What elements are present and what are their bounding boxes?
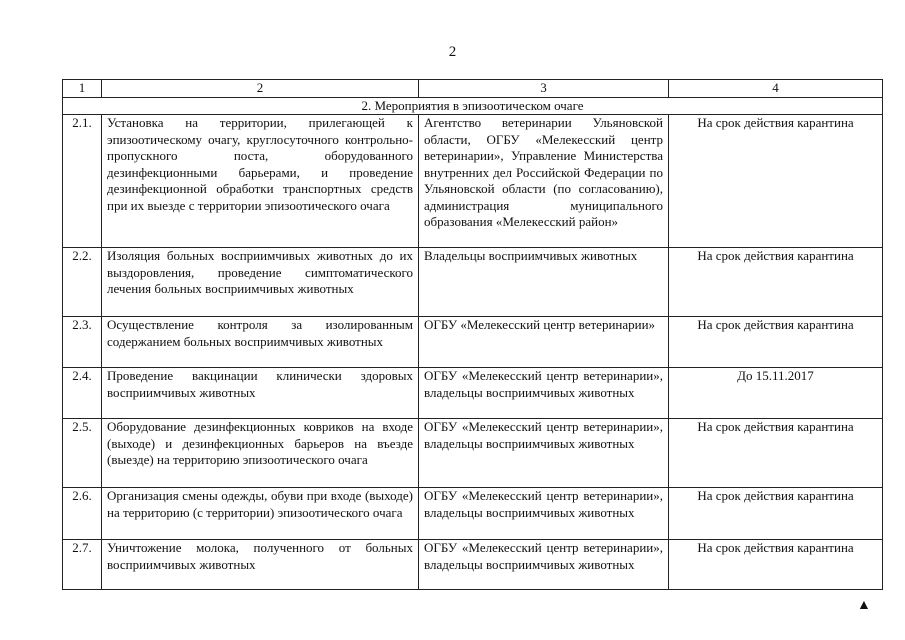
section-title: 2. Мероприятия в эпизоотическом очаге [63,97,883,115]
table-row [63,368,883,419]
term-cell: На срок действия карантина [669,248,883,317]
section-row [63,97,883,115]
table-row [63,488,883,540]
executor-cell: ОГБУ «Мелекесский центр ветеринарии», владельцы восприимчивых животных [419,540,669,590]
measure-cell: Уничтожение молока, полученного от больных восприимчивых животных [102,540,419,590]
scan-mark: ▲ [857,598,871,613]
measures-table [62,79,883,590]
executor-cell: ОГБУ «Мелекесский центр ветеринарии», владельцы восприимчивых животных [419,419,669,488]
executor-cell: ОГБУ «Мелекесский центр ветеринарии», владельцы восприимчивых животных [419,368,669,419]
term-cell: На срок действия карантина [669,317,883,368]
measure-cell: Проведение вакцинации клинически здоровых восприимчивых животных [102,368,419,419]
row-number: 2.3. [63,317,102,368]
term-cell: На срок действия карантина [669,115,883,248]
measure-cell: Осуществление контроля за изолированным содержанием больных восприимчивых животных [102,317,419,368]
measure-cell: Организация смены одежды, обуви при входе (выходе) на территорию (с территории) эпизоотического очага [102,488,419,540]
measure-cell: Изоляция больных восприимчивых животных до их выздоровления, проведение симптоматического лечения больных восприимчивых животных [102,248,419,317]
executor-cell: ОГБУ «Мелекесский центр ветеринарии», владельцы восприимчивых животных [419,488,669,540]
page-number: 2 [448,44,457,60]
table-row [63,317,883,368]
term-cell: На срок действия карантина [669,419,883,488]
header-cell-4: 4 [669,80,883,98]
header-cell-3: 3 [419,80,669,98]
table-row [63,115,883,248]
term-cell: На срок действия карантина [669,540,883,590]
executor-cell: Агентство ветеринарии Ульяновской области, ОГБУ «Мелекесский центр ветеринарии», Управление Министерства внутренних дел Российской Федерации по Ульяновской области (по согласованию), администрация муниципального образования «Мелекесский район» [419,115,669,248]
row-number: 2.2. [63,248,102,317]
header-row [63,80,883,98]
header-cell-2: 2 [102,80,419,98]
table-row [63,540,883,590]
row-number: 2.1. [63,115,102,248]
table-row [63,419,883,488]
measure-cell: Установка на территории, прилегающей к эпизоотическому очагу, круглосуточного контрольно-пропускного поста, оборудованного дезинфекционными барьерами, и проведение дезинфекционной обработки транспортных средств при их выезде с территории эпизоотического очага [102,115,419,248]
term-cell: На срок действия карантина [669,488,883,540]
executor-cell: Владельцы восприимчивых животных [419,248,669,317]
table-row [63,248,883,317]
measure-cell: Оборудование дезинфекционных ковриков на входе (выходе) и дезинфекционных барьеров на въезде (выезде) на территорию эпизоотического очага [102,419,419,488]
row-number: 2.7. [63,540,102,590]
row-number: 2.5. [63,419,102,488]
term-cell: До 15.11.2017 [669,368,883,419]
executor-cell: ОГБУ «Мелекесский центр ветеринарии» [419,317,669,368]
row-number: 2.4. [63,368,102,419]
header-cell-1: 1 [63,80,102,98]
row-number: 2.6. [63,488,102,540]
